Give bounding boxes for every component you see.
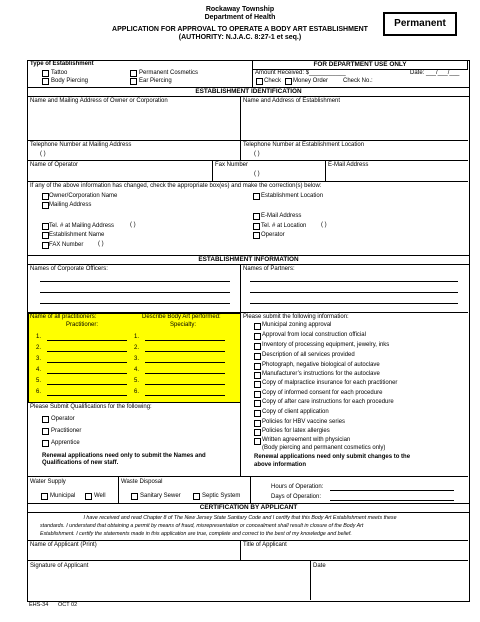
submit-item: Manufacturer’s instructions for the autoclave	[262, 371, 380, 377]
checkbox-ear-piercing[interactable]	[130, 78, 137, 85]
practitioner-line[interactable]	[47, 362, 127, 363]
submit-item: Copy of malpractice insurance for each practitioner	[262, 380, 398, 386]
applicant-signature-label: Signature of Applicant	[30, 563, 89, 569]
identification-heading-text: ESTABLISHMENT IDENTIFICATION	[195, 88, 302, 95]
checkbox-submit-item[interactable]	[254, 381, 261, 388]
partners-label: Names of Partners:	[243, 266, 295, 272]
phone-location-label: Telephone Number at Establishment Location	[243, 142, 365, 148]
tel-location-field[interactable]: ( )	[321, 222, 327, 228]
phone-mailing-label: Telephone Number at Mailing Address	[30, 142, 132, 148]
phone-location-field[interactable]: ( )	[254, 151, 260, 157]
checkbox-tel-location[interactable]	[253, 223, 260, 230]
practitioner-line[interactable]	[47, 340, 127, 341]
option-tattoo: Tattoo	[51, 70, 68, 76]
checkbox-check[interactable]	[256, 78, 263, 85]
checkbox-submit-item[interactable]	[254, 323, 261, 330]
amount-received: Amount Received: $___________	[255, 70, 346, 76]
certification-text-line3: Establishment. I certify the statements made in this application are true, complete and correct to the best of my knowledge and belief.	[40, 531, 352, 537]
submit-item: Copy of client application	[262, 409, 329, 415]
specialty-number: 4.	[134, 367, 140, 373]
change-tel-mailing: Tel. # at Mailing Address	[49, 223, 115, 229]
submit-item: Approval from local construction official	[262, 332, 366, 338]
qualification-apprentice: Apprentice	[51, 440, 80, 446]
checkbox-submit-item[interactable]	[254, 429, 261, 436]
township-name: Rockaway Township	[205, 6, 275, 13]
checkbox-submit-item[interactable]	[254, 438, 261, 445]
renewal-submit-line1: Renewal applications need only submit changes to the	[254, 454, 411, 460]
days-line[interactable]	[330, 500, 454, 501]
checkbox-submit-item[interactable]	[254, 391, 261, 398]
days-label: Days of Operation:	[271, 494, 322, 500]
practitioner-line[interactable]	[47, 351, 127, 352]
applicant-name-label: Name of Applicant (Print)	[30, 542, 97, 548]
divider	[240, 312, 241, 476]
divider	[240, 540, 241, 560]
specialty-number: 5.	[134, 378, 140, 384]
practitioner-number: 2.	[36, 345, 42, 351]
qualifications-label: Please Submit Qualifications for the following:	[30, 404, 152, 410]
renewal-note-line2: Qualifications of new staff.	[42, 460, 119, 466]
practitioner-number: 6.	[36, 389, 42, 395]
practitioner-line[interactable]	[47, 395, 127, 396]
checkbox-submit-item[interactable]	[254, 353, 261, 360]
option-body-piercing: Body Piercing	[51, 78, 89, 84]
practitioner-line[interactable]	[47, 373, 127, 374]
establishment-type-label: Type of Establishment	[30, 61, 94, 67]
owner-label: Name and Mailing Address of Owner or Corporation	[30, 98, 168, 104]
certification-text-line1: I have received and read Chapter 8 of The New Jersey State Sanitary Code and I certify that this Body Art Establishment meets these	[83, 515, 397, 521]
checkbox-submit-item[interactable]	[254, 333, 261, 340]
change-fax-number: FAX Number	[49, 242, 84, 248]
change-operator: Operator	[261, 232, 285, 238]
fax-field[interactable]: ( )	[254, 171, 260, 177]
divider	[240, 97, 241, 161]
form-revision: OCT 02	[58, 602, 78, 608]
form-title: APPLICATION FOR APPROVAL TO OPERATE A BODY ART ESTABLISHMENT	[112, 26, 368, 33]
change-email-address: E-Mail Address	[261, 213, 302, 219]
checkbox-permanent-cosmetics[interactable]	[130, 70, 137, 77]
officer-line[interactable]	[40, 281, 230, 282]
renewal-submit-line2: above information	[254, 462, 307, 468]
changes-note: If any of the above information has changed, check the appropriate box(es) and make the correction(s) below:	[30, 183, 322, 189]
specialty-number: 2.	[134, 345, 140, 351]
hours-label: Hours of Operation:	[271, 484, 324, 490]
specialty-number: 6.	[134, 389, 140, 395]
divider	[27, 181, 468, 182]
specialty-line[interactable]	[145, 351, 225, 352]
authority-line: (AUTHORITY: N.J.A.C. 8:27-1 et seq.)	[178, 34, 302, 41]
submit-item: Municipal zoning approval	[262, 322, 332, 328]
checkbox-body-piercing[interactable]	[42, 78, 49, 85]
practitioner-number: 1.	[36, 334, 42, 340]
renewal-note-line1: Renewal applications need only to submit the Names and	[42, 453, 206, 459]
checkbox-apprentice-qualification[interactable]	[42, 440, 49, 447]
submit-item: Policies for latex allergies	[262, 428, 330, 434]
waste-disposal-label: Waste Disposal	[121, 479, 163, 485]
checkbox-money-order[interactable]	[285, 78, 292, 85]
checkbox-fax-number[interactable]	[42, 242, 49, 249]
checkbox-practitioner-qualification[interactable]	[42, 428, 49, 435]
divider	[240, 265, 241, 312]
change-tel-location: Tel. # at Location	[261, 223, 307, 229]
officer-line[interactable]	[40, 292, 230, 293]
checkbox-establishment-name[interactable]	[42, 232, 49, 239]
change-mailing-address: Mailing Address	[49, 202, 92, 208]
practitioner-line[interactable]	[47, 384, 127, 385]
partner-line[interactable]	[250, 303, 458, 304]
divider	[27, 160, 468, 161]
check-no-label: Check No.:	[343, 78, 373, 84]
check-label: Check	[264, 78, 282, 84]
checkbox-establishment-location[interactable]	[253, 193, 260, 200]
practitioner-number: 5.	[36, 378, 42, 384]
submit-item: Policies for HBV vaccine series	[262, 419, 346, 425]
checkbox-email-address[interactable]	[253, 213, 260, 220]
divider	[310, 560, 311, 600]
divider	[212, 160, 213, 181]
information-heading-text: ESTABLISHMENT INFORMATION	[198, 256, 299, 263]
establishment-name-label: Name and Address of Establishment	[243, 98, 341, 104]
submit-item: Written agreement with physician	[262, 437, 351, 443]
practitioners-heading: Name of all practitioners:	[30, 314, 97, 320]
officer-line[interactable]	[40, 303, 230, 304]
partner-line[interactable]	[250, 292, 458, 293]
form-id: EHS-34	[29, 602, 49, 608]
divider	[27, 476, 468, 477]
qualification-practitioner: Practitioner	[51, 428, 82, 434]
physician-note: (Body piercing and permanent cosmetics only)	[262, 445, 386, 451]
certification-heading-text: CERTIFICATION BY APPLICANT	[199, 504, 298, 511]
divider	[250, 476, 251, 503]
change-establishment-location: Establishment Location	[261, 193, 324, 199]
dept-use-heading-text: FOR DEPARTMENT USE ONLY	[313, 61, 407, 68]
fax-label: Fax Number	[215, 162, 249, 168]
submit-item: Description of all services provided	[262, 352, 355, 358]
specialty-number: 3.	[134, 356, 140, 362]
signature-date-label: Date	[313, 563, 326, 569]
body-art-heading: Describe Body Art performed:	[142, 314, 221, 320]
fax-change-field[interactable]: ( )	[98, 241, 104, 247]
checkbox-well[interactable]	[85, 493, 92, 500]
submit-item: Photograph, negative biological of autoclave	[262, 362, 380, 368]
submit-item: Copy of after care instructions for each procedure	[262, 399, 394, 405]
checkbox-municipal[interactable]	[41, 493, 48, 500]
email-label: E-Mail Address	[328, 162, 369, 168]
hours-line[interactable]	[330, 490, 454, 491]
checkbox-operator[interactable]	[253, 232, 260, 239]
practitioner-number: 4.	[36, 367, 42, 373]
partner-line[interactable]	[250, 281, 458, 282]
water-municipal: Municipal	[50, 493, 76, 499]
operator-name-label: Name of Operator	[30, 162, 79, 168]
checkbox-septic-system[interactable]	[193, 493, 200, 500]
change-owner-corp-name: Owner/Corporation Name	[49, 193, 118, 199]
option-permanent-cosmetics: Permanent Cosmetics	[139, 70, 199, 76]
practitioner-column: Practitioner:	[66, 322, 99, 328]
tel-mailing-field[interactable]: ( )	[130, 222, 136, 228]
specialty-number: 1.	[134, 334, 140, 340]
change-establishment-name: Establishment Name	[49, 232, 105, 238]
water-supply-label: Water Supply	[30, 479, 66, 485]
qualification-operator: Operator	[51, 416, 75, 422]
checkbox-tel-mailing[interactable]	[42, 223, 49, 230]
dept-date: Date: ___/___/___	[410, 70, 460, 76]
divider	[325, 160, 326, 181]
waste-septic-system: Septic System	[202, 493, 241, 499]
checkbox-submit-item[interactable]	[254, 372, 261, 379]
money-order-label: Money Order	[293, 78, 329, 84]
department-name: Department of Health	[204, 14, 276, 21]
permanent-badge	[383, 12, 457, 36]
specialty-line[interactable]	[145, 340, 225, 341]
checkbox-submit-item[interactable]	[254, 400, 261, 407]
practitioner-number: 3.	[36, 356, 42, 362]
checkbox-mailing-address[interactable]	[42, 202, 49, 209]
divider	[27, 140, 468, 141]
option-ear-piercing: Ear Piercing	[139, 78, 172, 84]
checkbox-owner-corp-name[interactable]	[42, 193, 49, 200]
checkbox-submit-item[interactable]	[254, 410, 261, 417]
divider	[27, 560, 468, 561]
corporate-officers-label: Names of Corporate Officers:	[30, 266, 108, 272]
checkbox-sanitary-sewer[interactable]	[131, 493, 138, 500]
identification-heading	[27, 87, 470, 97]
submit-item: Inventory of processing equipment, jewelry, inks	[262, 342, 390, 348]
specialty-line[interactable]	[145, 362, 225, 363]
information-heading	[27, 255, 470, 265]
submit-label: Please submit the following information:	[243, 314, 349, 320]
submit-item: Copy of informed consent for each procedure	[262, 390, 383, 396]
checkbox-submit-item[interactable]	[254, 343, 261, 350]
permanent-badge-label: Permanent	[394, 18, 446, 29]
water-well: Well	[94, 493, 106, 499]
applicant-title-label: Title of Applicant	[243, 542, 287, 548]
specialty-line[interactable]	[145, 395, 225, 396]
checkbox-tattoo[interactable]	[42, 70, 49, 77]
waste-sanitary-sewer: Sanitary Sewer	[140, 493, 181, 499]
phone-mailing-field[interactable]: ( )	[40, 151, 46, 157]
dept-use-heading	[252, 60, 468, 70]
specialty-column: Specialty:	[170, 322, 197, 328]
certification-text-line2: standards. I understand that obtaining a permit by means of fraud, misrepresentation or concealment shall result in closure of the Body Art	[40, 523, 364, 529]
divider	[118, 476, 119, 503]
divider	[27, 540, 468, 541]
certification-heading	[27, 503, 470, 513]
specialty-line[interactable]	[145, 373, 225, 374]
checkbox-submit-item[interactable]	[254, 420, 261, 427]
checkbox-submit-item[interactable]	[254, 363, 261, 370]
checkbox-operator-qualification[interactable]	[42, 416, 49, 423]
specialty-line[interactable]	[145, 384, 225, 385]
